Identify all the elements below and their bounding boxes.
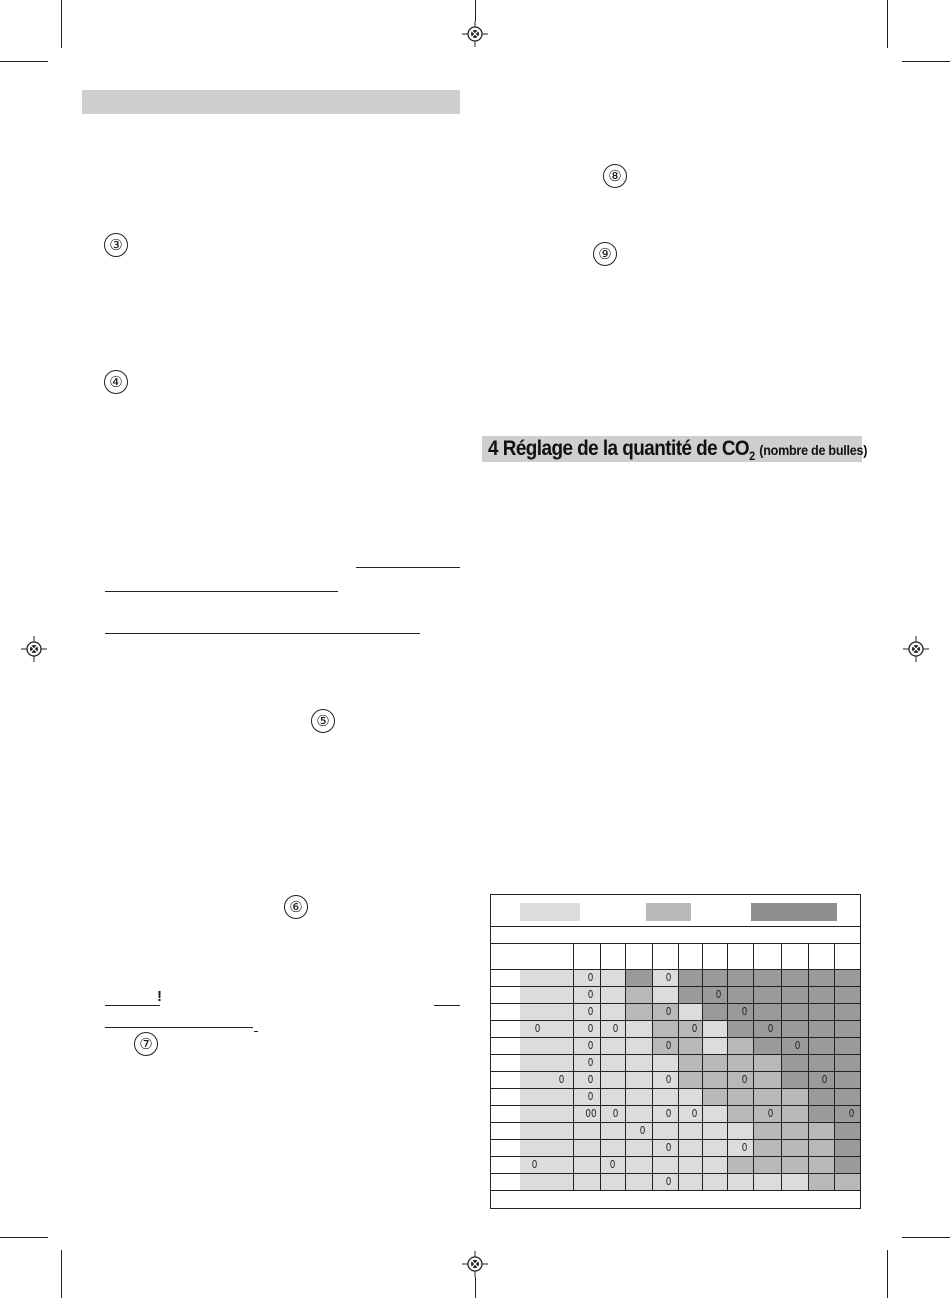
table-cell bbox=[520, 1088, 573, 1105]
table-cell bbox=[491, 1020, 520, 1037]
table-col-line bbox=[652, 969, 653, 1190]
table-cell bbox=[781, 1156, 808, 1173]
table-cell bbox=[652, 1020, 678, 1037]
table-cell bbox=[600, 1003, 625, 1020]
table-cell bbox=[678, 1122, 702, 1139]
circled-number-7: ⑦ bbox=[134, 1032, 158, 1056]
reg-line-top bbox=[475, 0, 476, 21]
table-col-line bbox=[625, 969, 626, 1190]
top-gray-bar bbox=[82, 90, 460, 114]
table-cell bbox=[678, 1105, 702, 1122]
table-cell bbox=[753, 1003, 781, 1020]
table-cell bbox=[808, 1173, 834, 1190]
table-cell bbox=[625, 1037, 652, 1054]
table-cell bbox=[753, 1122, 781, 1139]
table-value-zero: 0 bbox=[665, 971, 672, 984]
table-cell bbox=[702, 1037, 727, 1054]
circled-number-9: ⑨ bbox=[593, 242, 617, 266]
table-row-line bbox=[491, 986, 860, 987]
circled-number-3: ③ bbox=[104, 233, 128, 257]
table-cell bbox=[678, 1173, 702, 1190]
table-cell bbox=[727, 1020, 753, 1037]
table-col-line bbox=[753, 943, 754, 969]
table-cell bbox=[600, 1037, 625, 1054]
table-cell bbox=[652, 1054, 678, 1071]
table-header-line bbox=[491, 926, 860, 927]
underline-4 bbox=[105, 1005, 160, 1006]
registration-mark-bottom-icon bbox=[462, 1251, 488, 1277]
table-cell bbox=[625, 1105, 652, 1122]
table-cell bbox=[491, 1105, 520, 1122]
table-value-zero: 0 bbox=[715, 988, 722, 1001]
table-cell bbox=[600, 1071, 625, 1088]
table-cell bbox=[753, 1139, 781, 1156]
underline-3 bbox=[105, 633, 420, 634]
table-cell bbox=[600, 1122, 625, 1139]
table-value-zero: 0 bbox=[691, 1107, 698, 1120]
circled-number-5: ⑤ bbox=[311, 709, 335, 733]
section-heading bbox=[488, 437, 867, 463]
table-cell bbox=[834, 1071, 860, 1088]
table-cell bbox=[702, 1105, 727, 1122]
table-cell bbox=[834, 1105, 860, 1122]
table-cell bbox=[652, 986, 678, 1003]
table-cell bbox=[600, 969, 625, 986]
table-cell bbox=[808, 1003, 834, 1020]
table-value-zero: 0 bbox=[587, 971, 594, 984]
table-value-zero: 0 bbox=[639, 1124, 646, 1137]
table-cell bbox=[834, 1122, 860, 1139]
table-cell bbox=[491, 986, 520, 1003]
circled-number-6: ⑥ bbox=[284, 895, 308, 919]
table-cell bbox=[781, 1173, 808, 1190]
table-cell bbox=[573, 1071, 600, 1088]
table-cell bbox=[491, 1003, 520, 1020]
table-cell bbox=[625, 1139, 652, 1156]
registration-mark-left-icon bbox=[21, 636, 47, 662]
table-cell bbox=[625, 969, 652, 986]
section-title: Réglage de la quantité de CO bbox=[502, 437, 750, 460]
table-cell bbox=[808, 1139, 834, 1156]
table-cell bbox=[781, 1071, 808, 1088]
table-cell bbox=[834, 969, 860, 986]
table-row-line bbox=[491, 1156, 860, 1157]
crop-mark-bottom-right-v bbox=[887, 1250, 888, 1298]
table-row-line bbox=[491, 1105, 860, 1106]
underline-6 bbox=[105, 1027, 253, 1028]
table-cell bbox=[808, 1105, 834, 1122]
table-cell bbox=[781, 1139, 808, 1156]
table-cell bbox=[520, 1020, 573, 1037]
table-cell bbox=[573, 1122, 600, 1139]
table-cell bbox=[753, 1088, 781, 1105]
table-cell bbox=[520, 1003, 573, 1020]
table-value-zero: 0 bbox=[767, 1107, 774, 1120]
table-value-zero: 0 bbox=[665, 1005, 672, 1018]
table-cell bbox=[625, 986, 652, 1003]
table-col-line bbox=[600, 969, 601, 1190]
table-cell bbox=[625, 1173, 652, 1190]
table-cell bbox=[573, 1156, 600, 1173]
table-cell bbox=[753, 969, 781, 986]
table-col-line bbox=[702, 969, 703, 1190]
table-cell bbox=[702, 1139, 727, 1156]
table-cell bbox=[573, 986, 600, 1003]
table-cell bbox=[753, 1071, 781, 1088]
table-cell bbox=[702, 1122, 727, 1139]
table-cell bbox=[727, 1122, 753, 1139]
table-cell bbox=[625, 1088, 652, 1105]
table-cell bbox=[727, 969, 753, 986]
table-row-line bbox=[491, 1190, 860, 1191]
table-cell bbox=[678, 1071, 702, 1088]
table-cell bbox=[573, 969, 600, 986]
table-cell bbox=[727, 1088, 753, 1105]
table-value-zero: 0 bbox=[665, 1175, 672, 1188]
table-col-line bbox=[808, 943, 809, 969]
table-cell bbox=[520, 1173, 573, 1190]
table-cell bbox=[520, 1071, 573, 1088]
table-value-zero: 00 bbox=[585, 1107, 597, 1120]
crop-mark-top-right-h bbox=[902, 61, 950, 62]
table-cell bbox=[678, 1020, 702, 1037]
table-cell bbox=[491, 1156, 520, 1173]
table-cell bbox=[702, 1054, 727, 1071]
table-cell bbox=[753, 986, 781, 1003]
section-subscript: 2 bbox=[749, 449, 755, 464]
table-value-zero: 0 bbox=[587, 1005, 594, 1018]
table-col-line bbox=[834, 969, 835, 1190]
table-value-zero: 0 bbox=[665, 1107, 672, 1120]
table-cell bbox=[781, 1003, 808, 1020]
table-cell bbox=[808, 969, 834, 986]
legend-swatch-light bbox=[520, 903, 580, 921]
table-col-line bbox=[753, 969, 754, 1190]
table-cell bbox=[573, 1054, 600, 1071]
table-cell bbox=[834, 1156, 860, 1173]
table-cell bbox=[573, 1003, 600, 1020]
table-cell bbox=[808, 1122, 834, 1139]
table-cell bbox=[600, 986, 625, 1003]
reg-line-bottom bbox=[475, 1277, 476, 1298]
table-value-zero: 0 bbox=[741, 1073, 748, 1086]
registration-mark-top-icon bbox=[462, 21, 488, 47]
exclamation-mark: ! bbox=[157, 988, 162, 1005]
table-cell bbox=[727, 1054, 753, 1071]
table-cell bbox=[702, 969, 727, 986]
table-col-line bbox=[834, 943, 835, 969]
table-cell bbox=[834, 1139, 860, 1156]
table-cell bbox=[727, 1037, 753, 1054]
table-row-line bbox=[491, 1173, 860, 1174]
table-cell bbox=[781, 969, 808, 986]
table-cell bbox=[753, 1037, 781, 1054]
table-cell bbox=[491, 1139, 520, 1156]
table-cell bbox=[834, 1054, 860, 1071]
table-cell bbox=[600, 1139, 625, 1156]
table-cell bbox=[491, 1122, 520, 1139]
table-cell bbox=[808, 1088, 834, 1105]
table-value-zero: 0 bbox=[534, 1022, 541, 1035]
table-value-zero: 0 bbox=[531, 1158, 538, 1171]
table-cell bbox=[652, 1088, 678, 1105]
table-col-line bbox=[678, 969, 679, 1190]
table-col-line bbox=[678, 943, 679, 969]
table-row-line bbox=[491, 1037, 860, 1038]
table-cell bbox=[808, 1037, 834, 1054]
table-value-zero: 0 bbox=[587, 1039, 594, 1052]
table-cell bbox=[702, 1173, 727, 1190]
table-cell bbox=[702, 1071, 727, 1088]
table-cell bbox=[834, 1173, 860, 1190]
crop-mark-top-right-v bbox=[887, 0, 888, 48]
table-cell bbox=[727, 986, 753, 1003]
table-value-zero: 0 bbox=[609, 1158, 616, 1171]
table-cell bbox=[573, 1020, 600, 1037]
table-col-line bbox=[573, 969, 574, 1190]
table-cell bbox=[808, 986, 834, 1003]
table-cell bbox=[491, 1071, 520, 1088]
table-cell bbox=[834, 1003, 860, 1020]
table-cell bbox=[520, 969, 573, 986]
table-col-line bbox=[781, 943, 782, 969]
table-cell bbox=[678, 1054, 702, 1071]
table-row-line bbox=[491, 969, 860, 970]
underline-2 bbox=[105, 591, 338, 592]
section-number: 4 bbox=[488, 437, 498, 460]
table-cell bbox=[520, 986, 573, 1003]
table-cell bbox=[753, 1156, 781, 1173]
table-cell bbox=[727, 1139, 753, 1156]
table-cell bbox=[600, 1173, 625, 1190]
table-cell bbox=[702, 1088, 727, 1105]
table-value-zero: 0 bbox=[665, 1073, 672, 1086]
table-cell bbox=[727, 1173, 753, 1190]
table-cell bbox=[491, 1088, 520, 1105]
table-cell bbox=[520, 1054, 573, 1071]
table-cell bbox=[520, 1139, 573, 1156]
table-cell bbox=[625, 1156, 652, 1173]
table-cell bbox=[834, 1088, 860, 1105]
table-row-line bbox=[491, 1088, 860, 1089]
table-cell bbox=[808, 1054, 834, 1071]
circled-number-4: ④ bbox=[104, 370, 128, 394]
underline-7 bbox=[254, 1031, 258, 1032]
table-cell bbox=[753, 1054, 781, 1071]
table-value-zero: 0 bbox=[665, 1039, 672, 1052]
table-col-line bbox=[727, 943, 728, 969]
table-col-line bbox=[600, 943, 601, 969]
table-value-zero: 0 bbox=[665, 1141, 672, 1154]
table-cell bbox=[573, 1173, 600, 1190]
table-value-zero: 0 bbox=[691, 1022, 698, 1035]
table-col-line bbox=[808, 969, 809, 1190]
table-cell bbox=[625, 1003, 652, 1020]
table-value-zero: 0 bbox=[612, 1022, 619, 1035]
table-col-line bbox=[652, 943, 653, 969]
legend-swatch-dark bbox=[751, 903, 837, 921]
table-cell bbox=[625, 1071, 652, 1088]
table-row-line bbox=[491, 1020, 860, 1021]
table-cell bbox=[781, 1054, 808, 1071]
table-cell bbox=[491, 969, 520, 986]
table-cell bbox=[520, 1105, 573, 1122]
table-cell bbox=[727, 1003, 753, 1020]
table-value-zero: 0 bbox=[587, 988, 594, 1001]
table-row-line bbox=[491, 1139, 860, 1140]
table-header-line bbox=[491, 943, 860, 944]
table-cell bbox=[781, 1020, 808, 1037]
table-cell bbox=[678, 1037, 702, 1054]
underline-5 bbox=[434, 1005, 460, 1006]
table-cell bbox=[678, 986, 702, 1003]
legend-swatch-medium bbox=[646, 903, 691, 921]
table-row-line bbox=[491, 1071, 860, 1072]
table-cell bbox=[678, 1003, 702, 1020]
table-cell bbox=[781, 1122, 808, 1139]
crop-mark-bottom-right-h bbox=[902, 1237, 950, 1238]
underline-1 bbox=[356, 567, 460, 568]
table-cell bbox=[520, 1156, 573, 1173]
table-cell bbox=[600, 1088, 625, 1105]
table-col-line bbox=[625, 943, 626, 969]
section-suffix: (nombre de bulles) bbox=[759, 442, 868, 458]
table-value-zero: 0 bbox=[848, 1107, 855, 1120]
crop-mark-top-left-h bbox=[0, 61, 48, 62]
table-cell bbox=[678, 1139, 702, 1156]
table-cell bbox=[491, 1037, 520, 1054]
registration-mark-right-icon bbox=[903, 636, 929, 662]
table-cell bbox=[781, 1105, 808, 1122]
table-value-zero: 0 bbox=[767, 1022, 774, 1035]
table-row-line bbox=[491, 1003, 860, 1004]
table-cell bbox=[702, 986, 727, 1003]
table-cell bbox=[491, 1054, 520, 1071]
table-cell bbox=[520, 1037, 573, 1054]
table-cell bbox=[520, 1122, 573, 1139]
table-col-line bbox=[781, 969, 782, 1190]
table-cell bbox=[652, 1122, 678, 1139]
table-col-line bbox=[727, 969, 728, 1190]
crop-mark-bottom-left-h bbox=[0, 1237, 48, 1238]
table-value-zero: 0 bbox=[558, 1073, 565, 1086]
table-cell bbox=[625, 1020, 652, 1037]
table-value-zero: 0 bbox=[821, 1073, 828, 1086]
table-cell bbox=[573, 1139, 600, 1156]
table-cell bbox=[834, 986, 860, 1003]
table-cell bbox=[600, 1054, 625, 1071]
table-cell bbox=[491, 1173, 520, 1190]
table-value-zero: 0 bbox=[741, 1141, 748, 1154]
table-cell bbox=[625, 1122, 652, 1139]
table-value-zero: 0 bbox=[587, 1056, 594, 1069]
table-cell bbox=[727, 1105, 753, 1122]
table-value-zero: 0 bbox=[587, 1090, 594, 1103]
table-cell bbox=[808, 1156, 834, 1173]
table-cell bbox=[702, 1020, 727, 1037]
table-cell bbox=[753, 1173, 781, 1190]
table-cell bbox=[678, 969, 702, 986]
circled-number-8: ⑧ bbox=[603, 164, 627, 188]
table-value-zero: 0 bbox=[794, 1039, 801, 1052]
table-cell bbox=[808, 1020, 834, 1037]
table-cell bbox=[781, 986, 808, 1003]
table-value-zero: 0 bbox=[741, 1005, 748, 1018]
table-cell bbox=[702, 1003, 727, 1020]
table-row-line bbox=[491, 1122, 860, 1123]
table-col-line bbox=[573, 943, 574, 969]
crop-mark-bottom-left-v bbox=[61, 1250, 62, 1298]
table-cell bbox=[652, 1156, 678, 1173]
table-cell bbox=[834, 1020, 860, 1037]
table-value-zero: 0 bbox=[612, 1107, 619, 1120]
table-cell bbox=[573, 1037, 600, 1054]
table-cell bbox=[702, 1156, 727, 1173]
table-cell bbox=[573, 1088, 600, 1105]
table-cell bbox=[834, 1037, 860, 1054]
table-cell bbox=[781, 1088, 808, 1105]
table-value-zero: 0 bbox=[587, 1022, 594, 1035]
table-cell bbox=[727, 1156, 753, 1173]
crop-mark-top-left-v bbox=[61, 0, 62, 48]
table-cell bbox=[625, 1054, 652, 1071]
table-row-line bbox=[491, 1054, 860, 1055]
table-cell bbox=[678, 1156, 702, 1173]
co2-table bbox=[490, 894, 861, 1209]
table-col-line bbox=[702, 943, 703, 969]
table-cell bbox=[727, 1071, 753, 1088]
table-value-zero: 0 bbox=[587, 1073, 594, 1086]
table-cell bbox=[678, 1088, 702, 1105]
